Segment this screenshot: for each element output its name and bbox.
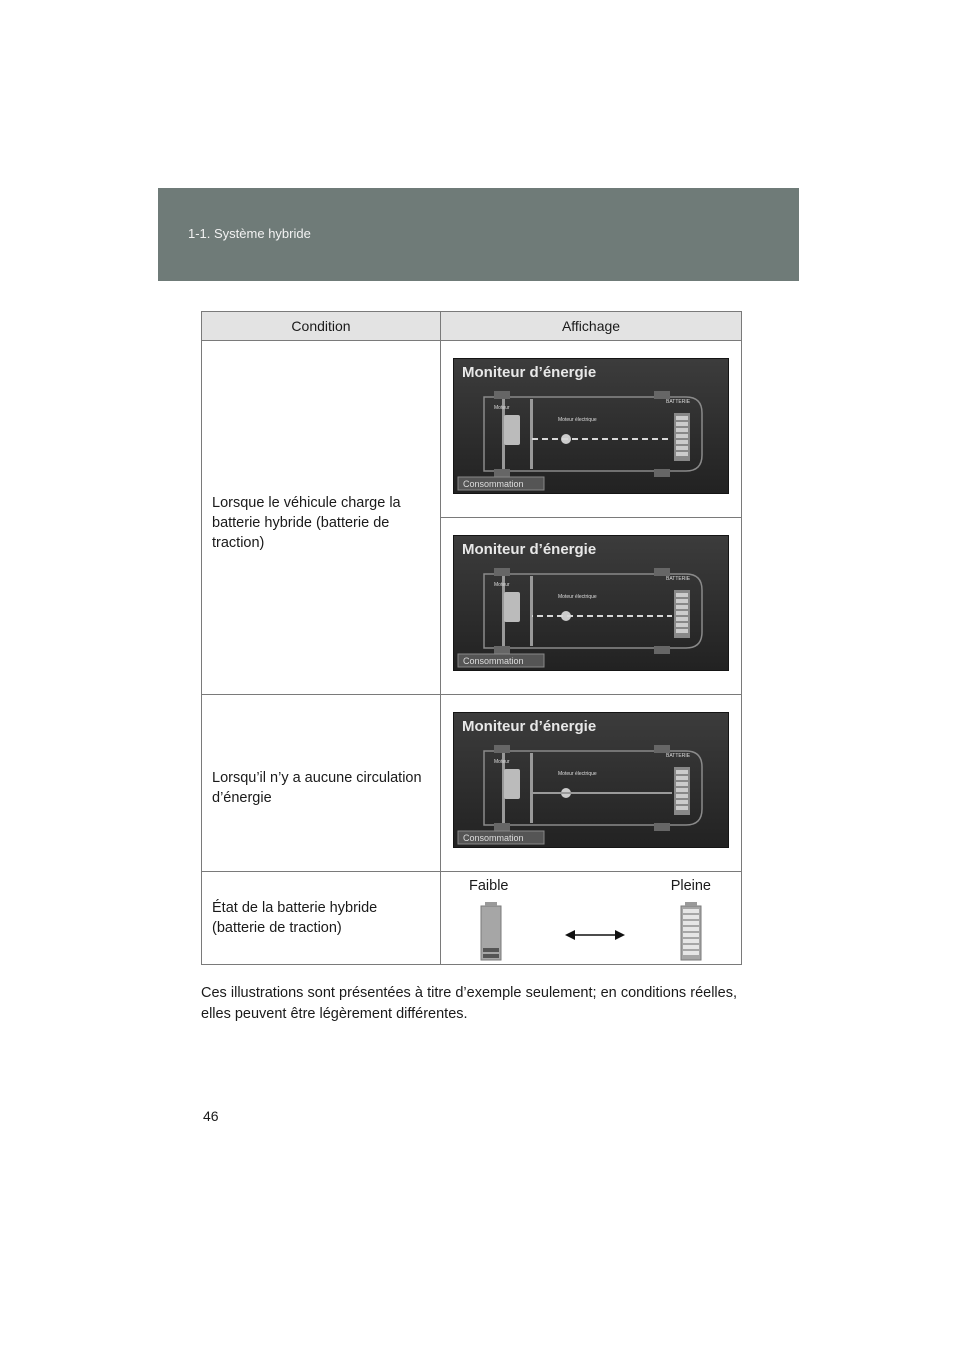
display-cell bbox=[441, 518, 742, 695]
section-title: 1-1. Système hybride bbox=[188, 226, 311, 241]
energy-monitor-illustration bbox=[454, 359, 728, 493]
condition-battery-state-text: État de la batterie hybride (batterie de traction) bbox=[212, 900, 378, 936]
table-header-row bbox=[202, 312, 742, 341]
display-cell bbox=[441, 695, 742, 872]
page-number: 46 bbox=[203, 1108, 219, 1124]
battery-label: BATTERIE bbox=[666, 576, 691, 582]
condition-charging bbox=[202, 341, 441, 695]
battery-low-label: Faible bbox=[469, 878, 509, 894]
condition-no-flow bbox=[202, 695, 441, 872]
engine-label: Moteur bbox=[494, 405, 510, 411]
battery-low-icon bbox=[481, 902, 501, 960]
motor-label: Moteur électrique bbox=[558, 417, 597, 423]
screen-title: Moniteur d’énergie bbox=[462, 718, 597, 735]
display-cell bbox=[441, 341, 742, 518]
consumption-button-label: Consommation bbox=[463, 833, 524, 843]
battery-label: BATTERIE bbox=[666, 399, 691, 405]
arrow-left-icon bbox=[565, 930, 575, 940]
table-row bbox=[202, 341, 742, 518]
footnote: Ces illustrations sont présentées à titre d’exemple seulement; en conditions réelles, elles peuvent être légèrement différentes. bbox=[201, 985, 737, 1022]
header-display: Affichage bbox=[441, 312, 742, 341]
arrow-right-icon bbox=[615, 930, 625, 940]
energy-monitor-screen bbox=[453, 712, 729, 848]
consumption-button-label: Consommation bbox=[463, 479, 524, 489]
table-row bbox=[202, 695, 742, 872]
energy-monitor-screen bbox=[453, 535, 729, 671]
engine-label: Moteur bbox=[494, 759, 510, 765]
battery-gauge-illustration bbox=[441, 872, 742, 964]
energy-monitor-illustration bbox=[454, 536, 728, 670]
engine-label: Moteur bbox=[494, 582, 510, 588]
condition-no-flow-text: Lorsqu’il n’y a aucune circulation d’énergie bbox=[212, 770, 422, 806]
energy-monitor-screen bbox=[453, 358, 729, 494]
consumption-button-label: Consommation bbox=[463, 656, 524, 666]
battery-state-cell bbox=[441, 872, 742, 965]
battery-label: BATTERIE bbox=[666, 753, 691, 759]
motor-label: Moteur électrique bbox=[558, 771, 597, 777]
battery-full-icon bbox=[681, 902, 701, 960]
condition-battery-state bbox=[202, 872, 441, 965]
header-condition: Condition bbox=[202, 312, 441, 341]
condition-display-table bbox=[201, 311, 742, 965]
header-band bbox=[158, 188, 799, 281]
energy-monitor-illustration bbox=[454, 713, 728, 847]
screen-title: Moniteur d’énergie bbox=[462, 541, 597, 558]
battery-full-label: Pleine bbox=[670, 878, 711, 894]
table-row bbox=[202, 872, 742, 965]
condition-charging-text: Lorsque le véhicule charge la batterie hybride (batterie de traction) bbox=[212, 494, 401, 551]
screen-title: Moniteur d’énergie bbox=[462, 364, 597, 381]
motor-label: Moteur électrique bbox=[558, 594, 597, 600]
